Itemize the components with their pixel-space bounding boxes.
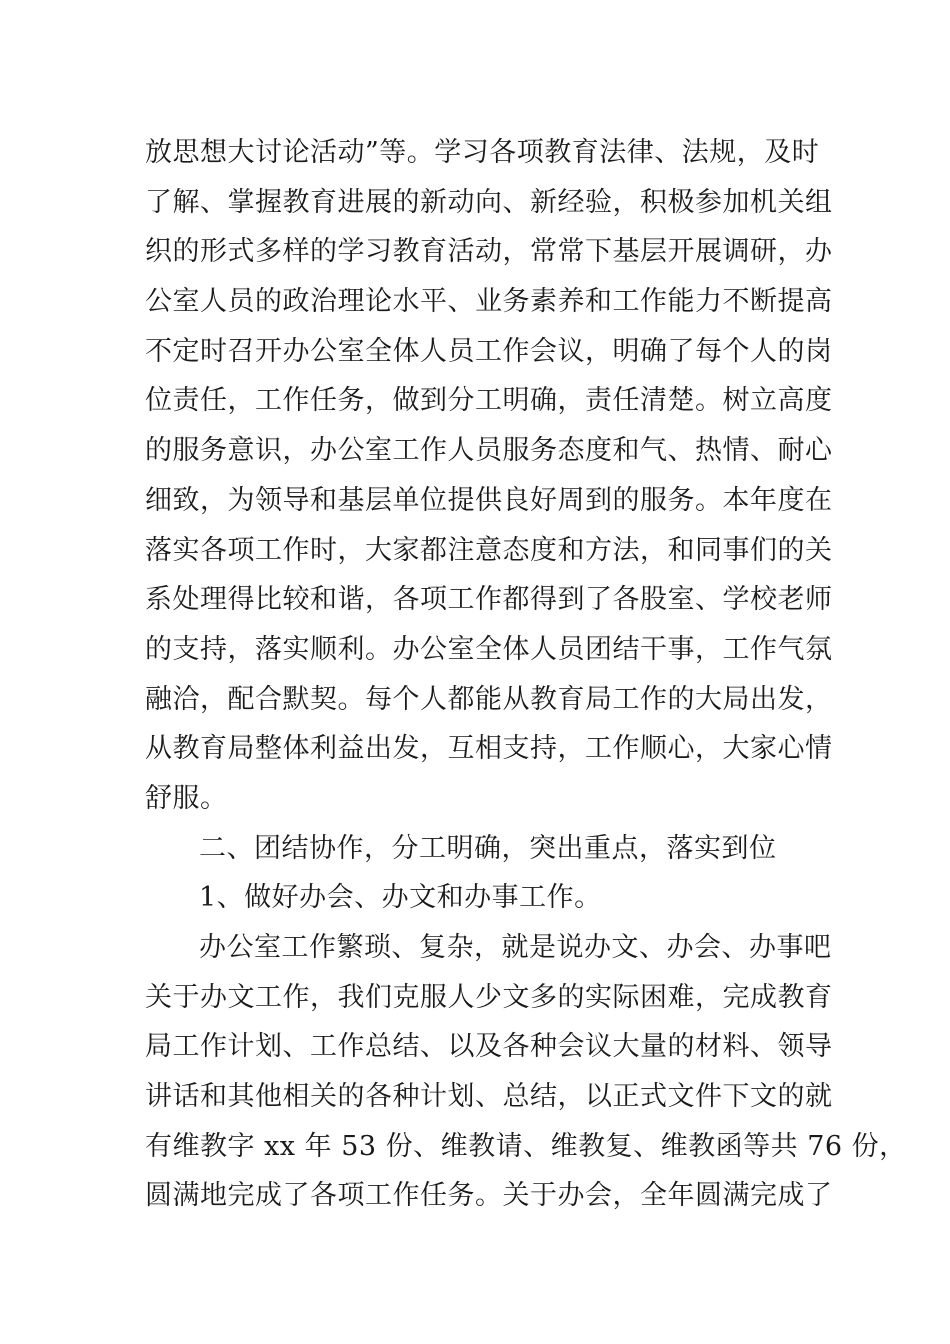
text-line: 局工作计划、工作总结、以及各种会议大量的材料、领导	[145, 1031, 833, 1063]
document-body	[145, 128, 907, 1221]
text-line: 了解、掌握教育进展的新动向、新经验，积极参加机关组	[145, 186, 833, 218]
text-line: 织的形式多样的学习教育活动，常常下基层开展调研，办	[145, 236, 833, 268]
subsection-heading: 1、做好办会、办文和办事工作。	[199, 882, 602, 914]
text-line: 办公室工作繁琐、复杂，就是说办文、办会、办事吧	[199, 932, 832, 963]
text-line: 有维教字 xx 年 53 份、维教请、维教复、维教函等共 76 份，	[145, 1130, 907, 1162]
text-line: 系处理得比较和谐，各项工作都得到了各股室、学校老师	[145, 584, 833, 616]
text-line: 放思想大讨论活动”等。学习各项教育法律、法规，及时	[145, 137, 820, 168]
text-line: 舒服。	[145, 782, 228, 814]
text-line: 公室人员的政治理论水平、业务素养和工作能力不断提高	[145, 286, 833, 318]
section-heading: 二、团结协作，分工明确，突出重点，落实到位	[199, 832, 777, 864]
text-line: 落实各项工作时，大家都注意态度和方法，和同事们的关	[145, 534, 833, 566]
text-line: 融洽，配合默契。每个人都能从教育局工作的大局出发，	[145, 683, 833, 715]
text-line: 从教育局整体利益出发，互相支持，工作顺心，大家心情	[145, 733, 833, 765]
text-line: 不定时召开办公室全体人员工作会议，明确了每个人的岗	[145, 335, 833, 367]
text-line: 细致，为领导和基层单位提供良好周到的服务。本年度在	[145, 484, 833, 516]
text-line: 讲话和其他相关的各种计划、总结，以正式文件下文的就	[145, 1081, 833, 1113]
text-line: 关于办文工作，我们克服人少文多的实际困难，完成教育	[145, 981, 833, 1013]
text-line: 圆满地完成了各项工作任务。关于办会，全年圆满完成了	[145, 1180, 833, 1212]
text-line: 的支持，落实顺利。办公室全体人员团结干事，工作气氛	[145, 633, 833, 665]
text-line: 的服务意识，办公室工作人员服务态度和气、热情、耐心	[145, 435, 833, 467]
text-line: 位责任，工作任务，做到分工明确，责任清楚。树立高度	[145, 385, 833, 417]
